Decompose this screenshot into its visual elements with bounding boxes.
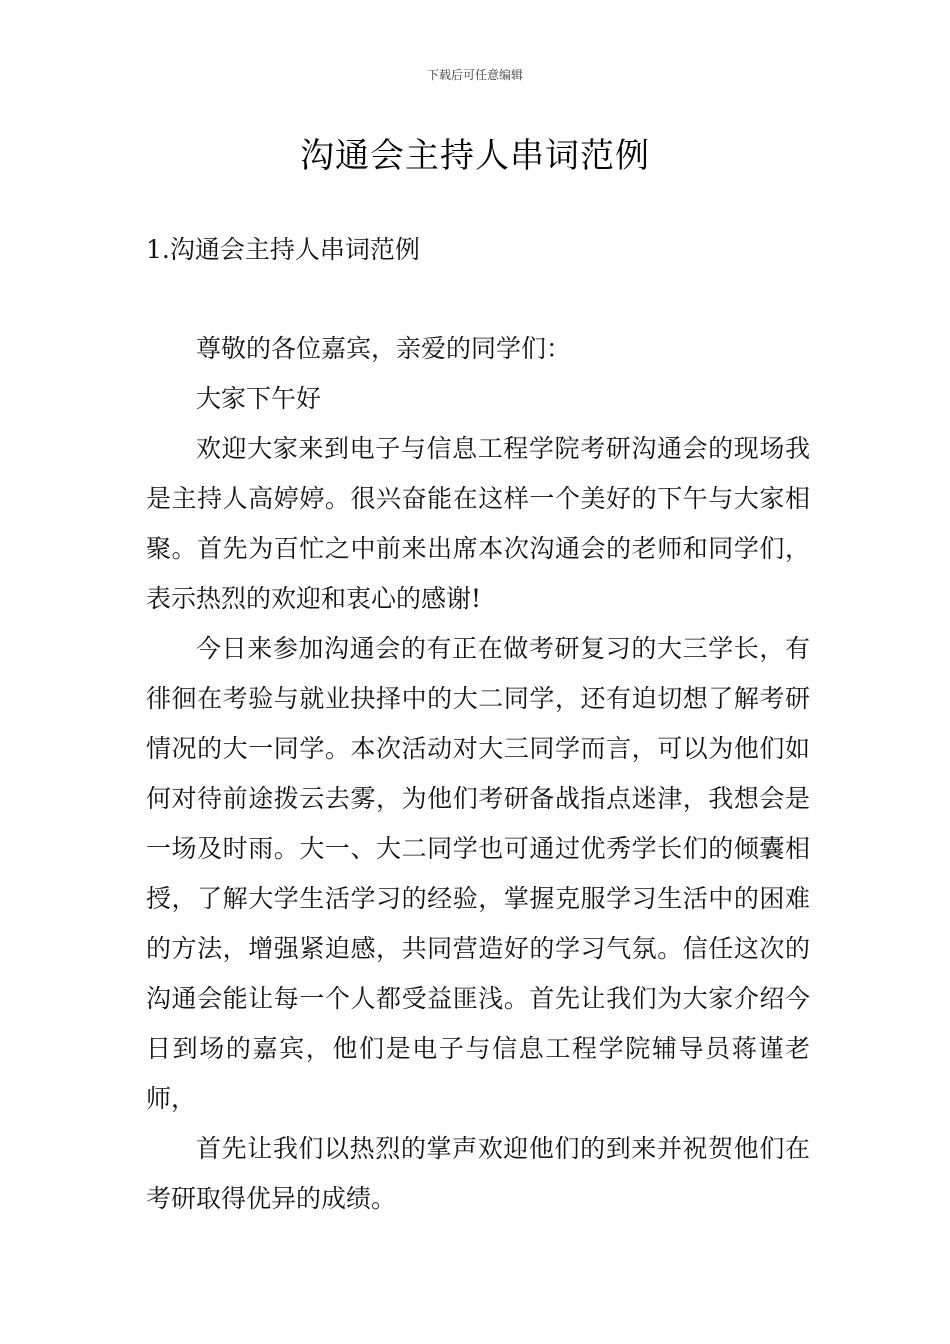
header-note: 下载后可任意编辑 xyxy=(426,68,523,82)
paragraph-applause: 首先让我们以热烈的掌声欢迎他们的到来并祝贺他们在考研取得优异的成绩。 xyxy=(146,1134,810,1213)
section-heading: 1.沟通会主持人串词范例 xyxy=(146,235,420,264)
paragraph-welcome: 欢迎大家来到电子与信息工程学院考研沟通会的现场我是主持人高婷婷。很兴奋能在这样一个美好的下午与大家相聚。首先为百忙之中前来出席本次沟通会的老师和同学们，表示热烈的欢迎和衷心的感谢! xyxy=(146,434,810,613)
paragraph-good-afternoon: 大家下午好 xyxy=(196,384,322,413)
paragraph-attendees: 今日来参加沟通会的有正在做考研复习的大三学长，有徘徊在考验与就业抉择中的大二同学，还有迫切想了解考研情况的大一同学。本次活动对大三同学而言，可以为他们如何对待前途拨云去雾，为他们考研备战指点迷津，我想会是一场及时雨。大一、大二同学也可通过优秀学长们的倾囊相授，了解大学生活学习的经验，掌握克服学习生活中的困难的方法，增强紧迫感，共同营造好的学习气氛。信任这次的沟通会能让每一个人都受益匪浅。首先让我们为大家介绍今日到场的嘉宾，他们是电子与信息工程学院辅导员蒋谨老师， xyxy=(146,634,810,1113)
document-title: 沟通会主持人串词范例 xyxy=(300,136,650,176)
document-body xyxy=(146,324,810,1224)
paragraph-greeting: 尊敬的各位嘉宾，亲爱的同学们： xyxy=(196,334,572,363)
